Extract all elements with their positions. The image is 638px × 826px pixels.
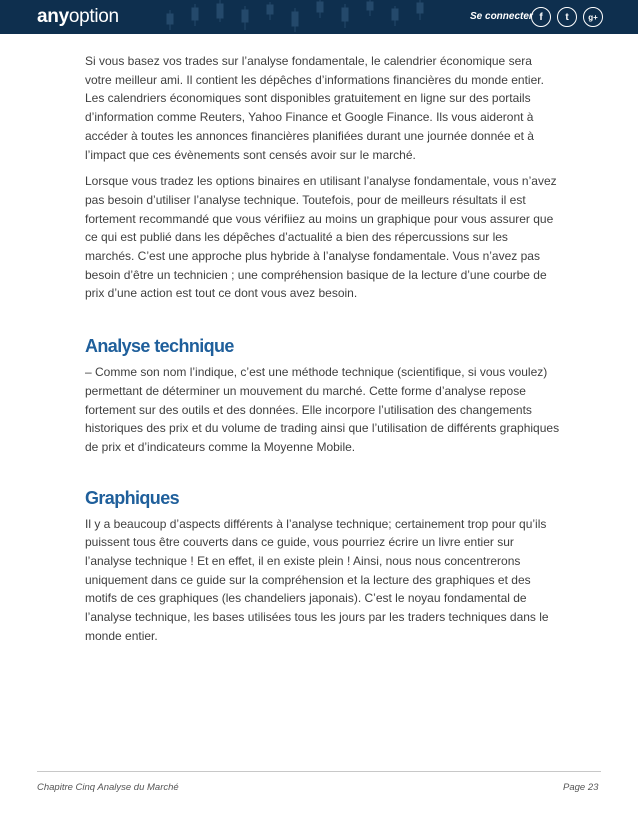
login-link[interactable]: Se connecter — [470, 11, 533, 22]
anyoption-logo[interactable] — [37, 6, 119, 28]
facebook-icon[interactable]: f — [531, 7, 551, 27]
paragraph-fundamental-trading: Lorsque vous tradez les options binaires en utilisant l’analyse fondamentale, vous n’avez pas besoin d’utiliser l’analyse technique. Toutefois, pour de meilleurs résultats il est fortement recommandé que vous vérifiiez au moins un graphique pour vous assurer que ce qui est publié dans les dépêches d’actualité a bien des répercussions sur les marchés. C’est une approche plus hybride à l’analyse fondamentale. Vous n’avez pas besoin d’être un technicien ; une compréhension basique de la lecture d’une courbe de prix d’une action est tout ce dont vous avez besoin. — [85, 174, 557, 301]
paragraph-technical-analysis: – Comme son nom l’indique, c’est une méthode technique (scientifique, si vous voulez) permettant de déterminer un mouvement du marché. Cette forme d’analyse repose fortement sur des outils et des données. Elle incorpore l’utilisation des changements historiques des prix et du volume de trading ainsi que l’utilisation de différents graphiques de prix et d’indicateurs comme la Moyenne Mobile. — [85, 365, 560, 454]
footer-page-number: Page 23 — [563, 782, 599, 793]
paragraph-charts: Il y a beaucoup d’aspects différents à l’analyse technique; certainement trop pour qu’ils puissent tous être couverts dans ce guide, vous pourriez écrire un livre entier sur l’analyse technique ! Et en effet, il en existe plein ! Ainsi, nous nous concentrerons uniquement dans ce guide sur la compréhension et la lecture des graphiques et des motifs de ces graphiques (les chandeliers japonais). C’est le noyau fondamental de l’analyse technique, les bases utilisées tous les jours par les traders techniques dans le monde entier. — [85, 516, 549, 643]
footer-chapter: Chapitre Cinq Analyse du Marché — [37, 782, 179, 793]
paragraph-economic-calendar: Si vous basez vos trades sur l’analyse fondamentale, le calendrier économique sera votre meilleur ami. Il contient les dépêches d’informations financières du monde entier. Les calendriers économiques sont disponibles gratuitement en ligne sur des portails d’information comme Reuters, Yahoo Finance et Google Finance. Ils vous aideront à accéder à toutes les annonces financières planifiées durant une journée donnée et à l’impact que ces évènements sont censés avoir sur le marché. — [85, 54, 544, 162]
footer-divider — [37, 771, 601, 772]
twitter-icon[interactable]: t — [557, 7, 577, 27]
logo-option: option — [68, 6, 119, 27]
header-bar — [0, 0, 638, 34]
document-content — [85, 52, 560, 654]
google-plus-icon[interactable]: g+ — [583, 7, 603, 27]
heading-graphiques: Graphiques — [85, 487, 180, 508]
logo-any: any — [37, 6, 69, 27]
heading-analyse-technique: Analyse technique — [85, 336, 234, 357]
candlestick-decoration — [150, 0, 450, 34]
